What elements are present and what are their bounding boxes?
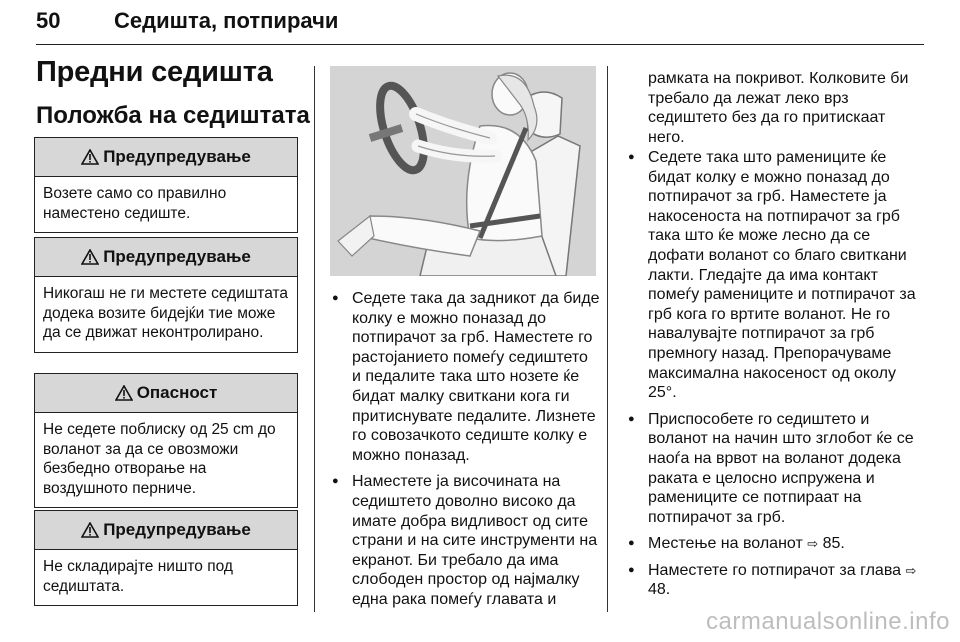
- warning-triangle-icon: [115, 385, 133, 401]
- warning-box-3: [34, 510, 298, 606]
- warning-box-heading: [35, 138, 297, 177]
- driver-seat-drawing: [330, 66, 596, 276]
- danger-box-heading: [35, 374, 297, 413]
- header-rule: [36, 44, 924, 45]
- warning-box-text: Возете само со правилно наместено седиште.: [43, 185, 227, 222]
- seat-position-illustration: [330, 66, 596, 276]
- danger-box: [34, 373, 298, 508]
- danger-box-title: Опасност: [136, 383, 218, 402]
- page-header: [36, 6, 924, 46]
- page-reference-arrow-icon: ⇨: [905, 562, 917, 578]
- warning-box-title: Предупредување: [103, 520, 251, 539]
- list-item: ● Приспособете го седиштето и воланот на начин што зглобот ќе се наоѓа на врвот на воланот додека раката е целосно испружена и рамениците се потпираат на потпирачот за грб.: [626, 410, 918, 528]
- section-title: Предни седишта: [36, 56, 273, 88]
- chapter-title: Седишта, потпирачи: [114, 8, 339, 33]
- warning-box-text: Не складирајте ништо под седиштата.: [43, 558, 233, 595]
- danger-box-text: Не седете поблиску од 25 cm до воланот за да се овозможи безбедно отворање на воздушното перниче.: [43, 421, 276, 497]
- warning-triangle-icon: [81, 522, 99, 538]
- continued-paragraph: рамката на покривот. Колковите би требало да лежат леко врз седиштето без да го притискаат него.: [648, 70, 909, 146]
- warning-box-heading: [35, 238, 297, 277]
- warning-box-title: Предупредување: [103, 247, 251, 266]
- reference-text: Местење на воланот: [648, 535, 803, 553]
- warning-triangle-icon: [81, 149, 99, 165]
- warning-box-title: Предупредување: [103, 147, 251, 166]
- column-divider: [607, 66, 608, 612]
- page-number: 50: [36, 8, 61, 33]
- warning-box-2: [34, 237, 298, 353]
- list-item: ● Седете така да задникот да биде колку е можно поназад до потпирачот за грб. Наместете го растојанието помеѓу седиштето и педалите така што нозете ќе бидат малку свиткани кога ги притиснувате педалите. Лизнете го совозачкото седиште колку е можно поназад.: [330, 289, 600, 465]
- page-reference-arrow-icon: ⇨: [807, 536, 819, 552]
- warning-box-heading: [35, 511, 297, 550]
- list-item: ● Седете така што рамениците ќе бидат колку е можно поназад до потпирачот за грб. Наместете ја накосеноста на потпирачот за грб така што ќе може лесно да се дофати воланот со благо свиткани лакти. Гледајте да има контакт помеѓу рамениците и потпирачот за грб кога го вртите воланот. Не го навалувајте потпирачот за грб премногу назад. Препорачуваме максимална накосеност од околу 25°.: [626, 148, 918, 403]
- reference-page[interactable]: 85.: [822, 535, 845, 553]
- list-item-reference: [626, 561, 918, 600]
- list-item-reference: [626, 534, 918, 554]
- column-divider: [314, 66, 315, 612]
- list-item: ● Наместете ја височината на седиштето доволно високо да имате добра видливост од сите страни и на сите инструменти на екранот. Би требало да има слободен простор од најмалку една рака помеѓу главата и: [330, 472, 600, 609]
- reference-text: Наместете го потпирачот за глава: [648, 561, 902, 579]
- seat-instruction-list: [330, 289, 600, 617]
- warning-box-text: Никогаш не ги местете седиштата додека возите бидејќи тие може да се движат неконтролирано.: [43, 285, 289, 341]
- watermark: carmanualsonline.info: [706, 608, 950, 635]
- seat-instruction-list-right: [626, 148, 918, 607]
- warning-box-1: [34, 137, 298, 233]
- section-subtitle: Положба на седиштата: [36, 102, 310, 129]
- warning-triangle-icon: [81, 249, 99, 265]
- reference-page[interactable]: 48.: [648, 581, 671, 599]
